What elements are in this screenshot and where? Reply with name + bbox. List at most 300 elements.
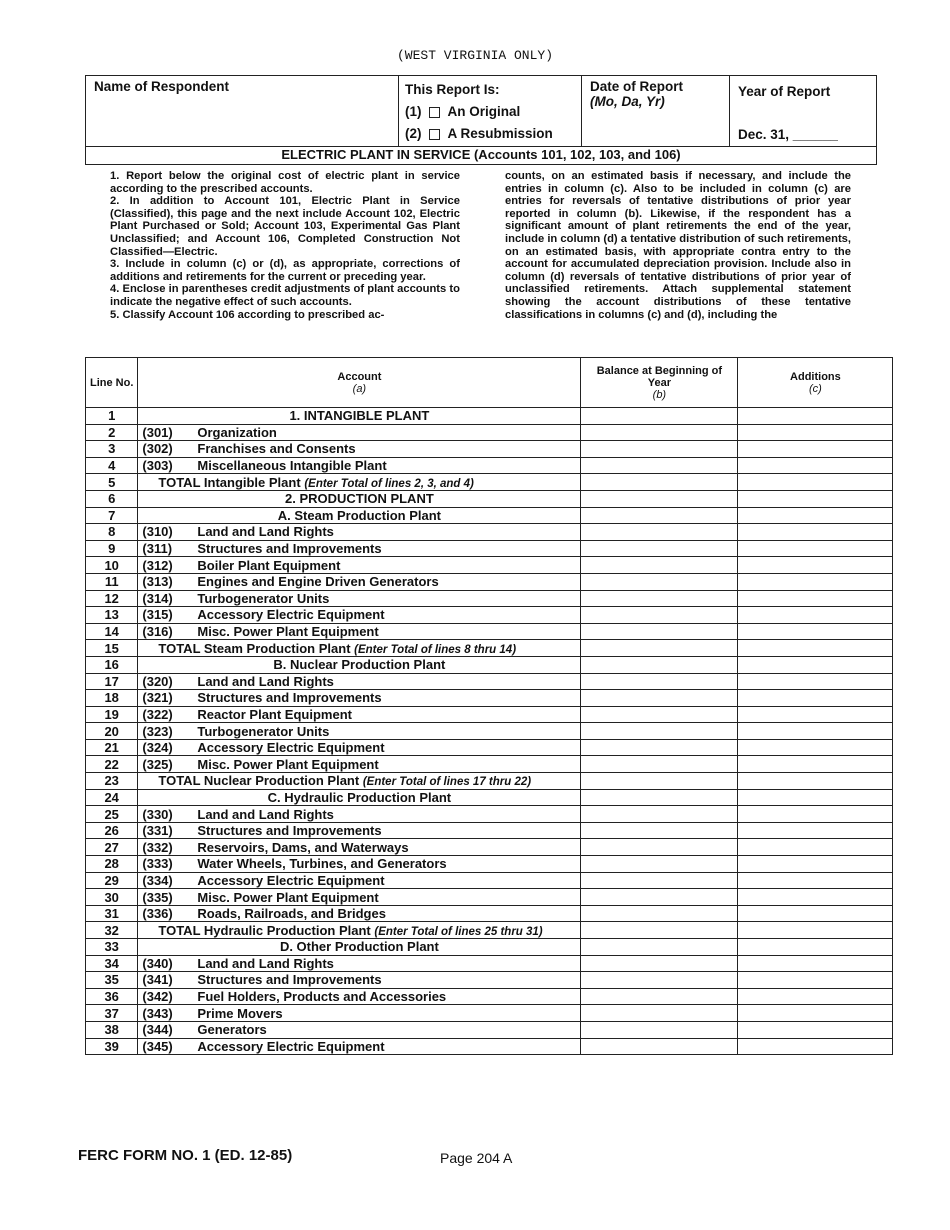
balance-cell[interactable] <box>581 424 738 441</box>
account-code: (303) <box>142 458 173 474</box>
line-number: 4 <box>86 457 138 474</box>
line-number: 13 <box>86 607 138 624</box>
respondent-label: Name of Respondent <box>94 79 230 94</box>
table-row <box>86 905 893 922</box>
additions-cell[interactable] <box>738 441 893 458</box>
table-row <box>86 490 893 507</box>
total-label: TOTAL Hydraulic Production Plant <box>158 922 371 938</box>
balance-cell[interactable] <box>581 756 738 773</box>
table-row <box>86 839 893 856</box>
line-number: 23 <box>86 773 138 790</box>
line-number: 17 <box>86 673 138 690</box>
account-cell <box>138 789 581 806</box>
section-heading: A. Steam Production Plant <box>277 507 442 523</box>
account-cell <box>138 607 581 624</box>
table-row <box>86 424 893 441</box>
account-code: (325) <box>142 756 173 772</box>
balance-cell[interactable] <box>581 590 738 607</box>
instruction-4: 4. Enclose in parentheses credit adjustments of plant accounts to indicate the negative effect of such accounts. <box>110 283 460 308</box>
table-row <box>86 474 893 491</box>
additions-cell[interactable] <box>738 822 893 839</box>
state-note: (WEST VIRGINIA ONLY) <box>396 48 554 63</box>
table-row <box>86 1038 893 1055</box>
line-number: 34 <box>86 955 138 972</box>
balance-cell[interactable] <box>581 789 738 806</box>
line-number: 36 <box>86 988 138 1005</box>
balance-cell[interactable] <box>581 1038 738 1055</box>
report-type-cell <box>399 76 582 146</box>
table-row <box>86 988 893 1005</box>
account-code: (343) <box>142 1005 173 1021</box>
balance-cell[interactable] <box>581 922 738 939</box>
balance-cell[interactable] <box>581 1005 738 1022</box>
table-header-row <box>86 358 893 408</box>
line-number: 35 <box>86 972 138 989</box>
line-number: 21 <box>86 739 138 756</box>
account-cell <box>138 806 581 823</box>
additions-cell[interactable] <box>738 773 893 790</box>
line-number: 2 <box>86 424 138 441</box>
account-cell <box>138 457 581 474</box>
additions-cell[interactable] <box>738 457 893 474</box>
account-cell <box>138 540 581 557</box>
additions-cell[interactable] <box>738 988 893 1005</box>
account-code: (331) <box>142 823 173 839</box>
account-cell <box>138 706 581 723</box>
line-number: 28 <box>86 856 138 873</box>
account-cell <box>138 723 581 740</box>
additions-cell[interactable] <box>738 872 893 889</box>
table-row <box>86 806 893 823</box>
total-note: (Enter Total of lines 8 thru 14) <box>354 643 517 656</box>
account-name: Generators <box>197 1022 267 1038</box>
account-name: Accessory Electric Equipment <box>197 872 385 888</box>
account-name: Land and Land Rights <box>197 524 334 540</box>
additions-cell[interactable] <box>738 474 893 491</box>
account-code: (314) <box>142 590 173 606</box>
table-row <box>86 457 893 474</box>
account-cell <box>138 557 581 574</box>
balance-cell[interactable] <box>581 723 738 740</box>
balance-cell[interactable] <box>581 706 738 723</box>
table-row <box>86 872 893 889</box>
additions-cell[interactable] <box>738 905 893 922</box>
line-number: 32 <box>86 922 138 939</box>
page-title: ELECTRIC PLANT IN SERVICE (Accounts 101, 102, 103, and 106) <box>85 147 877 165</box>
total-label: TOTAL Intangible Plant <box>158 474 301 490</box>
line-number: 19 <box>86 706 138 723</box>
additions-cell[interactable] <box>738 955 893 972</box>
balance-cell[interactable] <box>581 607 738 624</box>
account-code: (311) <box>142 541 173 557</box>
balance-cell[interactable] <box>581 872 738 889</box>
table-row <box>86 640 893 657</box>
balance-cell[interactable] <box>581 939 738 956</box>
option-original-number: (1) <box>405 104 422 119</box>
account-name: Misc. Power Plant Equipment <box>197 624 379 640</box>
account-code: (312) <box>142 557 173 573</box>
account-cell <box>138 623 581 640</box>
account-name: Roads, Railroads, and Bridges <box>197 906 386 922</box>
year-label: Year of Report <box>738 84 831 99</box>
section-heading: D. Other Production Plant <box>279 939 439 955</box>
account-code: (342) <box>142 989 173 1005</box>
account-code: (302) <box>142 441 173 457</box>
account-name: Reservoirs, Dams, and Waterways <box>197 839 409 855</box>
account-code: (333) <box>142 856 173 872</box>
balance-cell[interactable] <box>581 507 738 524</box>
account-name: Accessory Electric Equipment <box>197 1038 385 1054</box>
account-name: Misc. Power Plant Equipment <box>197 889 379 905</box>
account-name: Structures and Improvements <box>197 541 382 557</box>
account-code: (345) <box>142 1038 173 1054</box>
table-body <box>86 408 893 1055</box>
account-cell <box>138 573 581 590</box>
balance-cell[interactable] <box>581 540 738 557</box>
plant-table <box>85 357 893 1055</box>
additions-cell[interactable] <box>738 889 893 906</box>
section-heading: B. Nuclear Production Plant <box>273 657 446 673</box>
account-name: Fuel Holders, Products and Accessories <box>197 989 447 1005</box>
additions-cell[interactable] <box>738 623 893 640</box>
table-row <box>86 922 893 939</box>
table-row <box>86 739 893 756</box>
total-label: TOTAL Nuclear Production Plant <box>158 773 360 789</box>
year-cell[interactable] <box>730 76 878 146</box>
additions-cell[interactable] <box>738 590 893 607</box>
section-heading: 2. PRODUCTION PLANT <box>284 491 434 507</box>
table-row <box>86 540 893 557</box>
date-cell[interactable] <box>582 76 730 146</box>
form-number: FERC FORM NO. 1 (ED. 12-85) <box>78 1147 293 1164</box>
account-cell <box>138 1005 581 1022</box>
line-number: 9 <box>86 540 138 557</box>
instruction-1: 1. Report below the original cost of electric plant in service according to the prescribed accounts. <box>110 170 460 195</box>
table-row <box>86 408 893 425</box>
account-code: (332) <box>142 839 173 855</box>
account-cell <box>138 872 581 889</box>
line-number: 26 <box>86 822 138 839</box>
additions-cell[interactable] <box>738 856 893 873</box>
account-cell <box>138 955 581 972</box>
balance-cell[interactable] <box>581 524 738 541</box>
account-cell <box>138 424 581 441</box>
account-code: (324) <box>142 740 173 756</box>
line-number: 39 <box>86 1038 138 1055</box>
additions-cell[interactable] <box>738 640 893 657</box>
section-heading: C. Hydraulic Production Plant <box>267 789 452 805</box>
page-number: Page 204 A <box>440 1150 513 1166</box>
account-name: Boiler Plant Equipment <box>197 557 341 573</box>
balance-cell[interactable] <box>581 490 738 507</box>
balance-cell[interactable] <box>581 972 738 989</box>
account-cell <box>138 822 581 839</box>
line-number: 20 <box>86 723 138 740</box>
line-number: 30 <box>86 889 138 906</box>
additions-cell[interactable] <box>738 1005 893 1022</box>
account-name: Miscellaneous Intangible Plant <box>197 458 387 474</box>
table-row <box>86 1021 893 1038</box>
balance-cell[interactable] <box>581 905 738 922</box>
additions-cell[interactable] <box>738 408 893 425</box>
balance-cell[interactable] <box>581 557 738 574</box>
account-name: Accessory Electric Equipment <box>197 607 385 623</box>
account-cell <box>138 590 581 607</box>
account-cell <box>138 939 581 956</box>
account-cell <box>138 507 581 524</box>
account-name: Structures and Improvements <box>197 823 382 839</box>
total-note: (Enter Total of lines 17 thru 22) <box>362 776 532 789</box>
account-code: (330) <box>142 806 173 822</box>
line-number: 25 <box>86 806 138 823</box>
account-cell <box>138 905 581 922</box>
balance-cell[interactable] <box>581 955 738 972</box>
table-row <box>86 856 893 873</box>
account-name: Organization <box>197 424 277 440</box>
line-number: 15 <box>86 640 138 657</box>
balance-cell[interactable] <box>581 690 738 707</box>
table-row <box>86 441 893 458</box>
account-name: Engines and Engine Driven Generators <box>197 574 439 590</box>
line-number: 14 <box>86 623 138 640</box>
col-balance: Balance at Beginning of Year (b) <box>581 358 738 408</box>
additions-cell[interactable] <box>738 922 893 939</box>
account-code: (335) <box>142 889 173 905</box>
account-code: (310) <box>142 524 173 540</box>
balance-cell[interactable] <box>581 656 738 673</box>
instruction-5: 5. Classify Account 106 according to prescribed ac- <box>110 308 385 321</box>
option-resubmission[interactable] <box>405 123 575 145</box>
option-resubmission-number: (2) <box>405 126 422 141</box>
checkbox-resubmission[interactable] <box>429 129 440 140</box>
table-row <box>86 573 893 590</box>
account-name: Accessory Electric Equipment <box>197 740 385 756</box>
table-row <box>86 557 893 574</box>
additions-cell[interactable] <box>738 839 893 856</box>
instructions-right <box>505 170 851 321</box>
additions-cell[interactable] <box>738 806 893 823</box>
table-row <box>86 972 893 989</box>
balance-cell[interactable] <box>581 839 738 856</box>
account-cell <box>138 773 581 790</box>
account-cell <box>138 739 581 756</box>
balance-cell[interactable] <box>581 739 738 756</box>
additions-cell[interactable] <box>738 789 893 806</box>
additions-cell[interactable] <box>738 706 893 723</box>
line-number: 16 <box>86 656 138 673</box>
line-number: 8 <box>86 524 138 541</box>
total-note: (Enter Total of lines 2, 3, and 4) <box>304 477 474 490</box>
account-cell <box>138 690 581 707</box>
balance-cell[interactable] <box>581 822 738 839</box>
account-cell <box>138 856 581 873</box>
additions-cell[interactable] <box>738 739 893 756</box>
table-row <box>86 706 893 723</box>
account-code: (340) <box>142 955 173 971</box>
account-code: (321) <box>142 690 173 706</box>
account-name: Prime Movers <box>197 1005 283 1021</box>
report-header <box>85 75 877 147</box>
date-format: (Mo, Da, Yr) <box>590 94 665 109</box>
account-code: (334) <box>142 872 173 888</box>
additions-cell[interactable] <box>738 557 893 574</box>
table-row <box>86 524 893 541</box>
account-code: (336) <box>142 906 173 922</box>
line-number: 3 <box>86 441 138 458</box>
line-number: 31 <box>86 905 138 922</box>
table-row <box>86 623 893 640</box>
account-code: (313) <box>142 574 173 590</box>
report-is-label: This Report Is: <box>405 82 500 97</box>
line-number: 11 <box>86 573 138 590</box>
additions-cell[interactable] <box>738 723 893 740</box>
additions-cell[interactable] <box>738 690 893 707</box>
total-note: (Enter Total of lines 25 thru 31) <box>374 925 543 938</box>
account-cell <box>138 524 581 541</box>
table-row <box>86 955 893 972</box>
account-name: Water Wheels, Turbines, and Generators <box>197 856 447 872</box>
account-cell <box>138 490 581 507</box>
table-row <box>86 673 893 690</box>
account-name: Structures and Improvements <box>197 690 382 706</box>
account-cell <box>138 988 581 1005</box>
line-number: 38 <box>86 1021 138 1038</box>
checkbox-original[interactable] <box>429 107 440 118</box>
balance-cell[interactable] <box>581 856 738 873</box>
table-row <box>86 590 893 607</box>
line-number: 22 <box>86 756 138 773</box>
table-row <box>86 607 893 624</box>
account-code: (322) <box>142 706 173 722</box>
balance-cell[interactable] <box>581 673 738 690</box>
table-row <box>86 889 893 906</box>
additions-cell[interactable] <box>738 507 893 524</box>
account-cell <box>138 889 581 906</box>
additions-cell[interactable] <box>738 573 893 590</box>
line-number: 27 <box>86 839 138 856</box>
table-row <box>86 756 893 773</box>
line-number: 24 <box>86 789 138 806</box>
account-cell <box>138 441 581 458</box>
account-name: Turbogenerator Units <box>197 590 330 606</box>
table-row <box>86 723 893 740</box>
instruction-2: 2. In addition to Account 101, Electric Plant in Service (Classified), this page and the next include Account 102, Electric Plant Purchased or Sold; Account 103, Experimental Gas Plant Unclassified; and Account 106, Completed Construction Not Classified—Electric. <box>110 195 460 258</box>
line-number: 33 <box>86 939 138 956</box>
account-cell <box>138 839 581 856</box>
account-code: (344) <box>142 1022 173 1038</box>
line-number: 1 <box>86 408 138 425</box>
additions-cell[interactable] <box>738 424 893 441</box>
account-cell <box>138 972 581 989</box>
additions-cell[interactable] <box>738 673 893 690</box>
account-code: (320) <box>142 673 173 689</box>
line-number: 29 <box>86 872 138 889</box>
account-name: Land and Land Rights <box>197 806 334 822</box>
account-cell <box>138 640 581 657</box>
account-code: (316) <box>142 624 173 640</box>
account-name: Land and Land Rights <box>197 673 334 689</box>
balance-cell[interactable] <box>581 773 738 790</box>
account-name: Turbogenerator Units <box>197 723 330 739</box>
line-number: 7 <box>86 507 138 524</box>
line-number: 5 <box>86 474 138 491</box>
balance-cell[interactable] <box>581 640 738 657</box>
line-number: 12 <box>86 590 138 607</box>
line-number: 18 <box>86 690 138 707</box>
account-code: (341) <box>142 972 173 988</box>
account-code: (323) <box>142 723 173 739</box>
additions-cell[interactable] <box>738 490 893 507</box>
additions-cell[interactable] <box>738 939 893 956</box>
balance-cell[interactable] <box>581 806 738 823</box>
table-row <box>86 789 893 806</box>
table-row <box>86 822 893 839</box>
additions-cell[interactable] <box>738 656 893 673</box>
balance-cell[interactable] <box>581 408 738 425</box>
additions-cell[interactable] <box>738 524 893 541</box>
option-original[interactable] <box>405 101 575 123</box>
col-line: Line No. <box>86 358 138 408</box>
additions-cell[interactable] <box>738 1021 893 1038</box>
additions-cell[interactable] <box>738 540 893 557</box>
instruction-3: 3. Include in column (c) or (d), as appropriate, corrections of additions and retirements for the current or preceding year. <box>110 258 460 283</box>
table-row <box>86 656 893 673</box>
table-row <box>86 1005 893 1022</box>
balance-cell[interactable] <box>581 1021 738 1038</box>
balance-cell[interactable] <box>581 623 738 640</box>
account-cell <box>138 656 581 673</box>
instruction-continued: counts, on an estimated basis if necessary, and include the entries in column (c). Also to be included in column (c) are entries for reversals of tentative distributions of prior year reported in column (b). Likewise, if the respondent has a significant amount of plant retirements the end of the year, include in column (d) a tentative distribution of such retirements, on an estimated basis, with appropriate contra entry to the account for accumulated depreciation provision. Include also in column (d) reversals of tentative distributions of prior year of unclassified retirements. Attach supplemental statement showing the account distributions of these tentative classifications in columns (c) and (d), including the <box>505 170 851 321</box>
additions-cell[interactable] <box>738 607 893 624</box>
instructions-left <box>110 170 460 321</box>
table-row <box>86 939 893 956</box>
account-name: Land and Land Rights <box>197 955 334 971</box>
account-cell <box>138 673 581 690</box>
balance-cell[interactable] <box>581 988 738 1005</box>
account-cell <box>138 408 581 425</box>
additions-cell[interactable] <box>738 972 893 989</box>
account-cell <box>138 1038 581 1055</box>
col-additions: Additions (c) <box>738 358 893 408</box>
account-cell <box>138 922 581 939</box>
additions-cell[interactable] <box>738 756 893 773</box>
account-code: (301) <box>142 424 173 440</box>
total-label: TOTAL Steam Production Plant <box>158 640 351 656</box>
date-label: Date of Report <box>590 79 684 94</box>
account-cell <box>138 1021 581 1038</box>
balance-cell[interactable] <box>581 889 738 906</box>
balance-cell[interactable] <box>581 441 738 458</box>
option-original-label: An Original <box>447 104 521 119</box>
account-cell <box>138 474 581 491</box>
account-name: Structures and Improvements <box>197 972 382 988</box>
year-value: Dec. 31, ______ <box>738 127 838 142</box>
account-code: (315) <box>142 607 173 623</box>
table-row <box>86 773 893 790</box>
section-heading: 1. INTANGIBLE PLANT <box>289 408 430 424</box>
account-cell <box>138 756 581 773</box>
table-row <box>86 690 893 707</box>
col-account: Account (a) <box>138 358 581 408</box>
line-number: 6 <box>86 490 138 507</box>
additions-cell[interactable] <box>738 1038 893 1055</box>
balance-cell[interactable] <box>581 573 738 590</box>
respondent-cell[interactable] <box>86 76 399 146</box>
balance-cell[interactable] <box>581 474 738 491</box>
table-row <box>86 507 893 524</box>
account-name: Franchises and Consents <box>197 441 356 457</box>
balance-cell[interactable] <box>581 457 738 474</box>
